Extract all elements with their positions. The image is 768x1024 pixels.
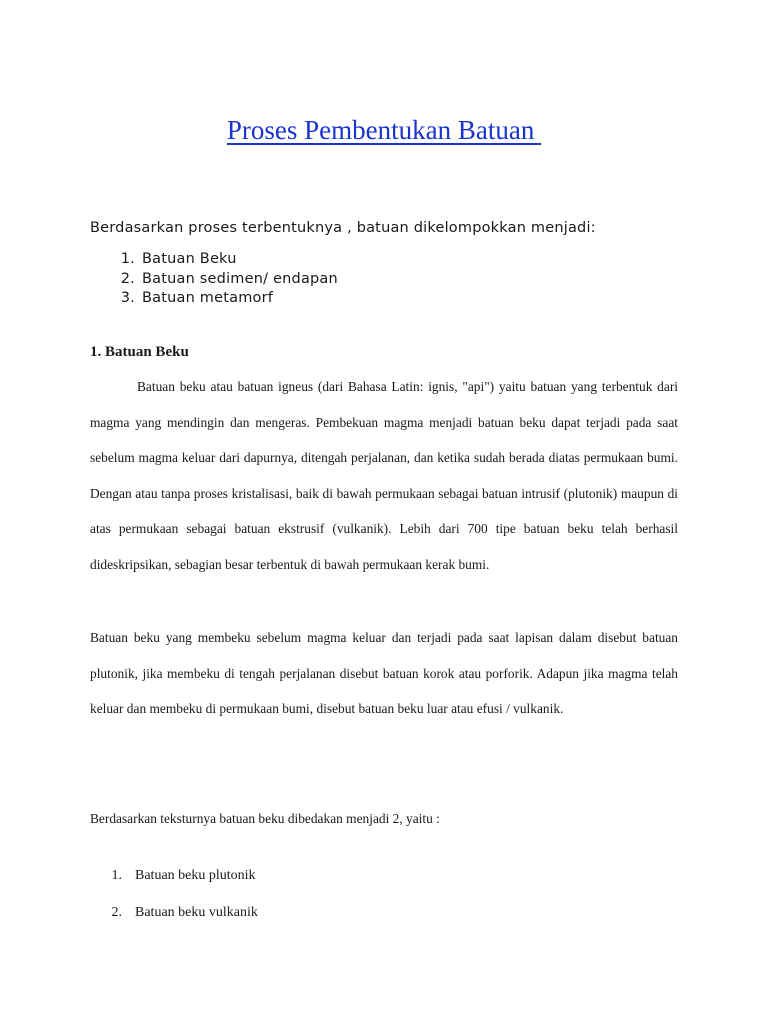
list-item-label: Batuan Beku (142, 251, 237, 267)
list-item (90, 857, 258, 894)
list-number: 3. (120, 290, 135, 306)
list-item (90, 894, 258, 931)
list-item-label: Batuan metamorf (142, 290, 274, 306)
list-item (90, 270, 338, 290)
intro-text: Berdasarkan proses terbentuknya , batuan dikelompokkan menjadi: (90, 220, 596, 236)
list-number: 1. (120, 251, 135, 267)
texture-types-list (90, 857, 258, 931)
list-number: 1. (111, 868, 122, 883)
list-number: 2. (111, 905, 122, 920)
list-item (90, 250, 338, 270)
section-heading: 1. Batuan Beku (90, 344, 189, 360)
list-item-label: Batuan sedimen/ endapan (142, 270, 338, 287)
list-number: 2. (120, 270, 135, 287)
rock-groups-list (90, 250, 338, 309)
list-item-label: Batuan beku vulkanik (135, 905, 258, 920)
paragraph-definition: Batuan beku atau batuan igneus (dari Bahasa Latin: ignis, "api") yaitu batuan yang terbentuk dari magma yang mendingin dan mengeras. Pembekuan magma menjadi batuan beku dapat terjadi pada saat sebelum magma keluar dari dapurnya, ditengah perjalanan, dan ketika sudah berada diatas permukaan bumi. Dengan atau tanpa proses kristalisasi, baik di bawah permukaan sebagai batuan intrusif (plutonik) maupun di atas permukaan sebagai batuan ekstrusif (vulkanik). Lebih dari 700 tipe batuan beku telah berhasil dideskripsikan, sebagian besar terbentuk di bawah permukaan kerak bumi. (90, 379, 678, 572)
list-item-label: Batuan beku plutonik (135, 868, 256, 883)
title-link[interactable]: Proses Pembentukan Batuan (226, 115, 542, 145)
page-title (0, 112, 768, 148)
paragraph-texture-intro: Berdasarkan teksturnya batuan beku dibedakan menjadi 2, yaitu : (90, 811, 440, 826)
list-item (90, 289, 338, 309)
paragraph-classification: Batuan beku yang membeku sebelum magma keluar dan terjadi pada saat lapisan dalam disebut batuan plutonik, jika membeku di tengah perjalanan disebut batuan korok atau porforik. Adapun jika magma telah keluar dan membeku di permukaan bumi, disebut batuan beku luar atau efusi / vulkanik. (90, 630, 678, 717)
